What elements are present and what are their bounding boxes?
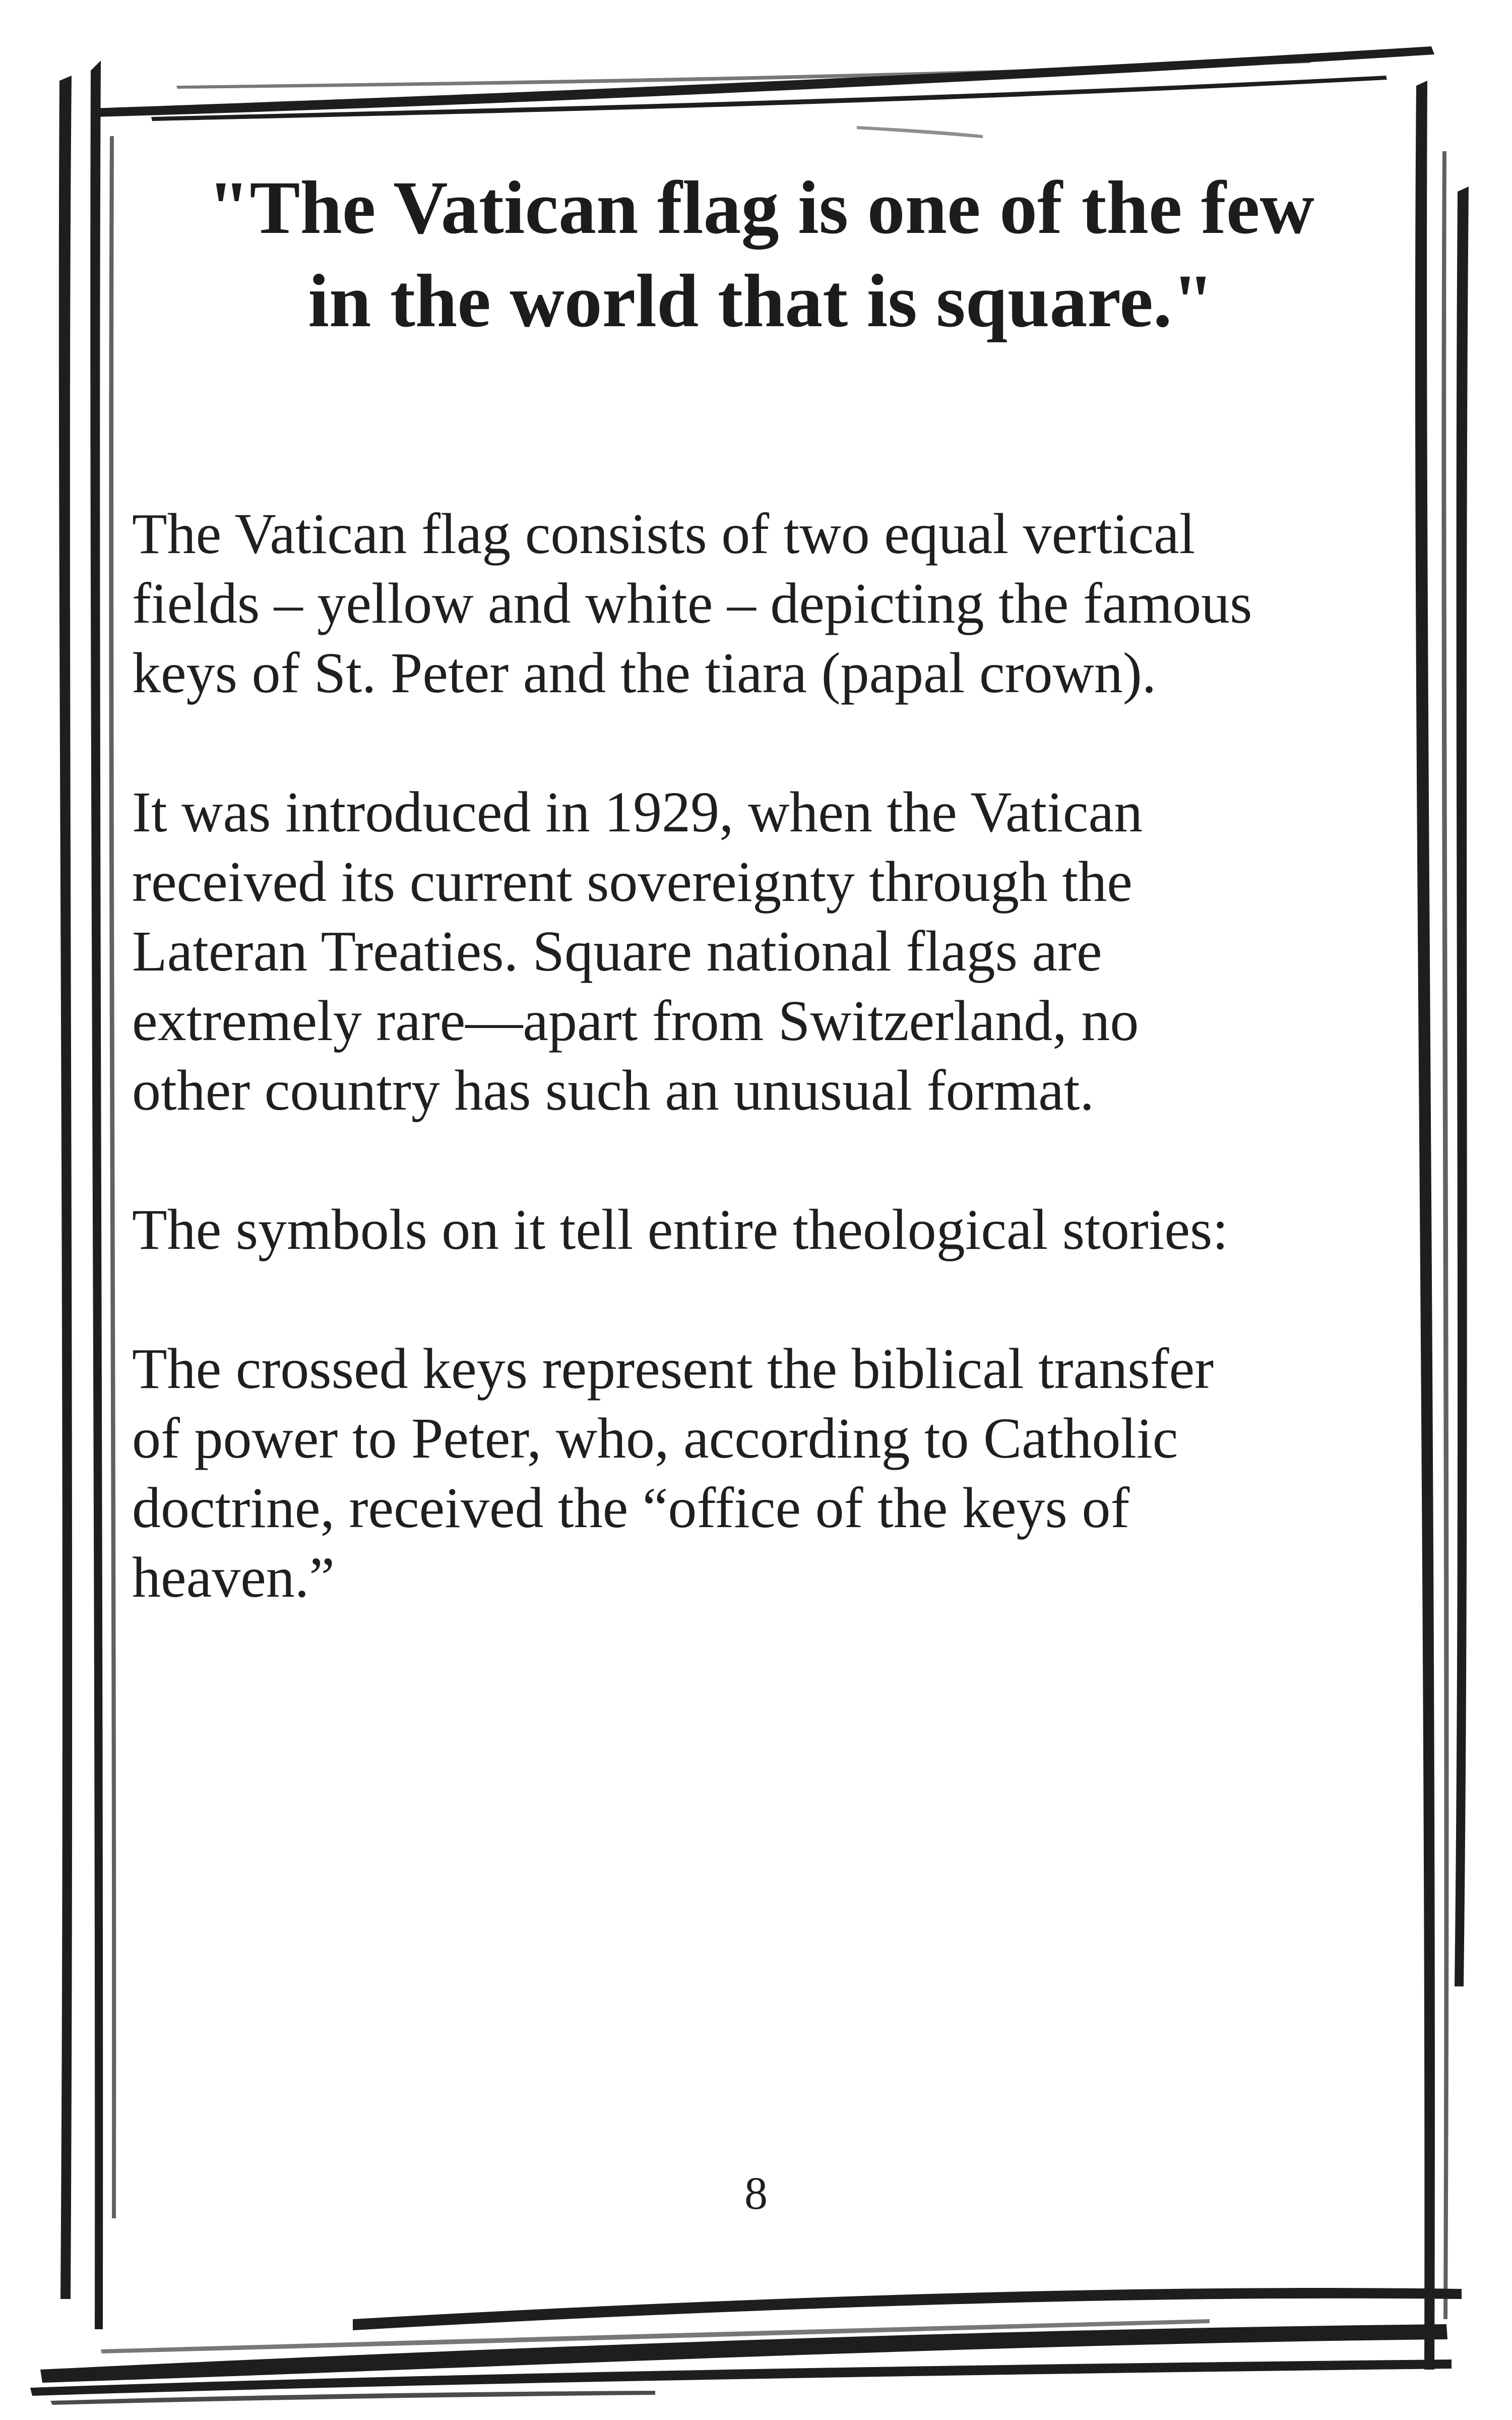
text-line: other country has such an unusual format. [132,1058,1094,1122]
text-line: The crossed keys represent the biblical transfer [132,1337,1214,1401]
frame-left-stroke [59,76,72,2299]
text-line: of power to Peter, who, according to Catholic [132,1406,1178,1470]
text-line: keys of St. Peter and the tiara (papal crown). [132,641,1157,705]
frame-top-stroke-right [857,126,983,138]
text-line: received its current sovereignty through the [132,850,1132,914]
paragraph-symbols-intro [132,1195,1453,1264]
text-line: Lateran Treaties. Square national flags are [132,919,1102,983]
text-line: It was introduced in 1929, when the Vatican [132,780,1143,844]
body-text [132,499,1453,1612]
paragraph-flag-description [132,499,1453,708]
title-line: in the world that is square." [308,259,1214,343]
frame-bottom-stroke-swoosh [50,2391,655,2405]
title-line: "The Vatican flag is one of the few [208,166,1314,250]
frame-right-stroke-outer [1455,187,1469,1986]
frame-left-stroke-thin [109,136,116,2218]
text-line: The symbols on it tell entire theological stories: [132,1197,1229,1261]
paragraph-crossed-keys [132,1334,1453,1612]
page-title [116,161,1406,348]
paragraph-history [132,777,1453,1125]
text-line: The Vatican flag consists of two equal vertical [132,502,1195,566]
frame-left-stroke-outer [90,60,103,2329]
frame-bottom-stroke-upper [353,2288,1462,2330]
frame-top-stroke [91,46,1434,117]
text-line: fields – yellow and white – depicting the famous [132,571,1252,635]
text-line: doctrine, received the “office of the keys of [132,1476,1130,1540]
text-line: extremely rare—apart from Switzerland, no [132,989,1139,1053]
page-number: 8 [744,2167,768,2219]
text-line: heaven.” [132,1545,335,1609]
